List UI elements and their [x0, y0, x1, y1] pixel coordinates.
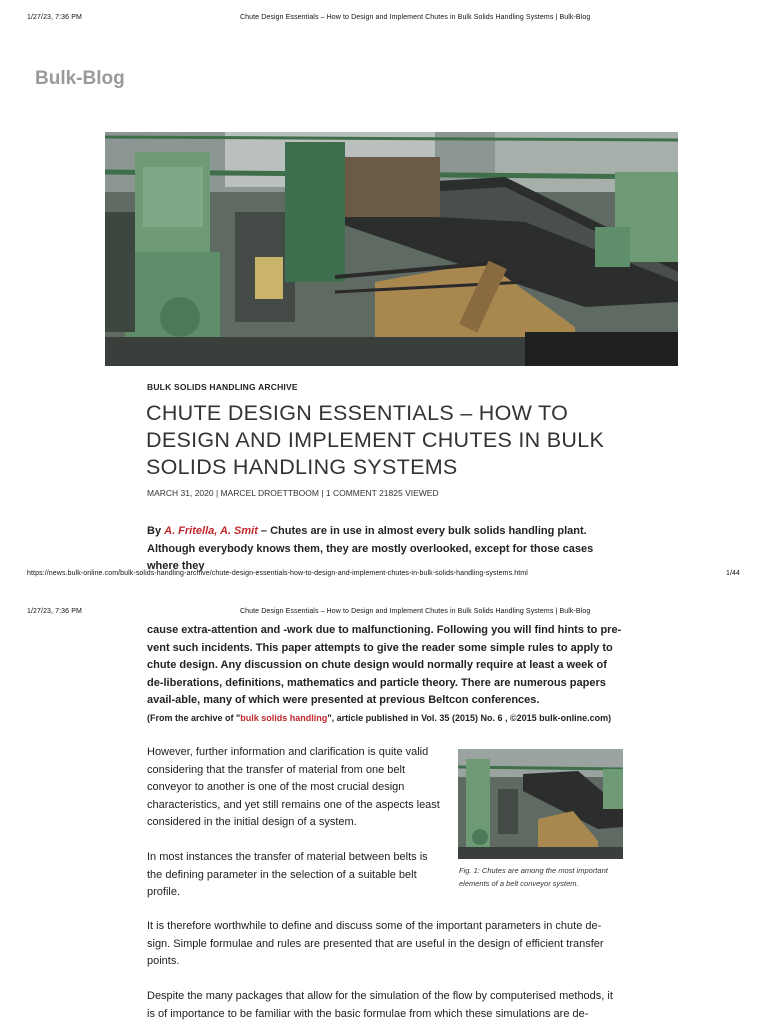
source-prefix: (From the archive of "	[147, 713, 241, 723]
print-page-title-2: Chute Design Essentials – How to Design and Implement Chutes in Bulk Solids Handling Systems | Bulk-Blog	[240, 608, 591, 615]
source-suffix: ", article published in Vol. 35 (2015) No. 6 , ©2015 bulk-online.com)	[327, 713, 612, 723]
body-paragraph-3: It is therefore worthwhile to define and discuss some of the important parameters in chute de-sign. Simple formulae and rules are presented that are useful in the design of efficient transfer points.	[147, 920, 604, 967]
print-page-title: Chute Design Essentials – How to Design and Implement Chutes in Bulk Solids Handling Systems | Bulk-Blog	[240, 14, 591, 21]
body-paragraph-1: However, further information and clarification is quite valid considering that the transfer of material from one belt conveyor to another is one of the most crucial design characteristics, and yet still remains one of the aspects least considered in the initial design of a system.	[147, 746, 440, 828]
author-link-smit[interactable]: A. Smit	[219, 525, 258, 537]
article-lead	[147, 523, 623, 576]
body-paragraph-2: In most instances the transfer of material between belts is the defining parameter in the selection of a suitable belt profile.	[147, 851, 428, 898]
source-link[interactable]: bulk solids handling	[240, 713, 328, 723]
body-paragraph-4: Despite the many packages that allow for the simulation of the flow by computerised methods, it is of importance to be familiar with the basic formulae from which these simulations are de-	[147, 990, 613, 1020]
author-link-fritella[interactable]: A. Fritella	[164, 525, 215, 537]
conveyor-belt-photo	[105, 132, 678, 366]
figure-caption: Fig. 1: Chutes are among the most important elements of a belt conveyor system.	[459, 866, 608, 888]
lead-text-part2: cause extra-attention and -work due to malfunctioning. Following you will find hints to pre-vent such incidents. This paper attempts to give the reader some simple rules to apply to chute design. Any discussion on chute design would normally require at least a week of de-liberations, definitions, mathematics and particle theory. There are numerous papers avail-able, many of which were presented at previous Beltcon conferences.	[147, 624, 622, 706]
article-title: CHUTE DESIGN ESSENTIALS – HOW TO DESIGN AND IMPLEMENT CHUTES IN BULK SOLIDS HANDLING SYSTEMS	[146, 401, 605, 479]
author-separator: ,	[214, 525, 220, 537]
site-brand[interactable]: Bulk-Blog	[35, 68, 125, 89]
article-category[interactable]: BULK SOLIDS HANDLING ARCHIVE	[147, 382, 298, 392]
print-datetime: 1/27/23, 7:36 PM	[27, 14, 82, 21]
print-page-number: 1/44	[726, 570, 741, 577]
figure-image	[458, 749, 623, 859]
hero-image	[105, 132, 678, 366]
conveyor-belt-photo-small	[458, 749, 623, 859]
lead-text-part1: – Chutes are in use in almost every bulk solids handling plant. Although everybody knows them, they are mostly overlooked, except for those cases where they	[147, 525, 594, 572]
by-label: By	[147, 525, 165, 537]
source-note	[147, 710, 623, 728]
article-meta: MARCH 31, 2020 | MARCEL DROETTBOOM | 1 COMMENT 21825 VIEWED	[147, 488, 439, 498]
print-url: https://news.bulk-online.com/bulk-solids-handling-archive/chute-design-essentials-how-to-design-and-implement-chutes-in-bulk-solids-handling-systems.html	[27, 570, 528, 577]
print-datetime-2: 1/27/23, 7:36 PM	[27, 608, 82, 615]
